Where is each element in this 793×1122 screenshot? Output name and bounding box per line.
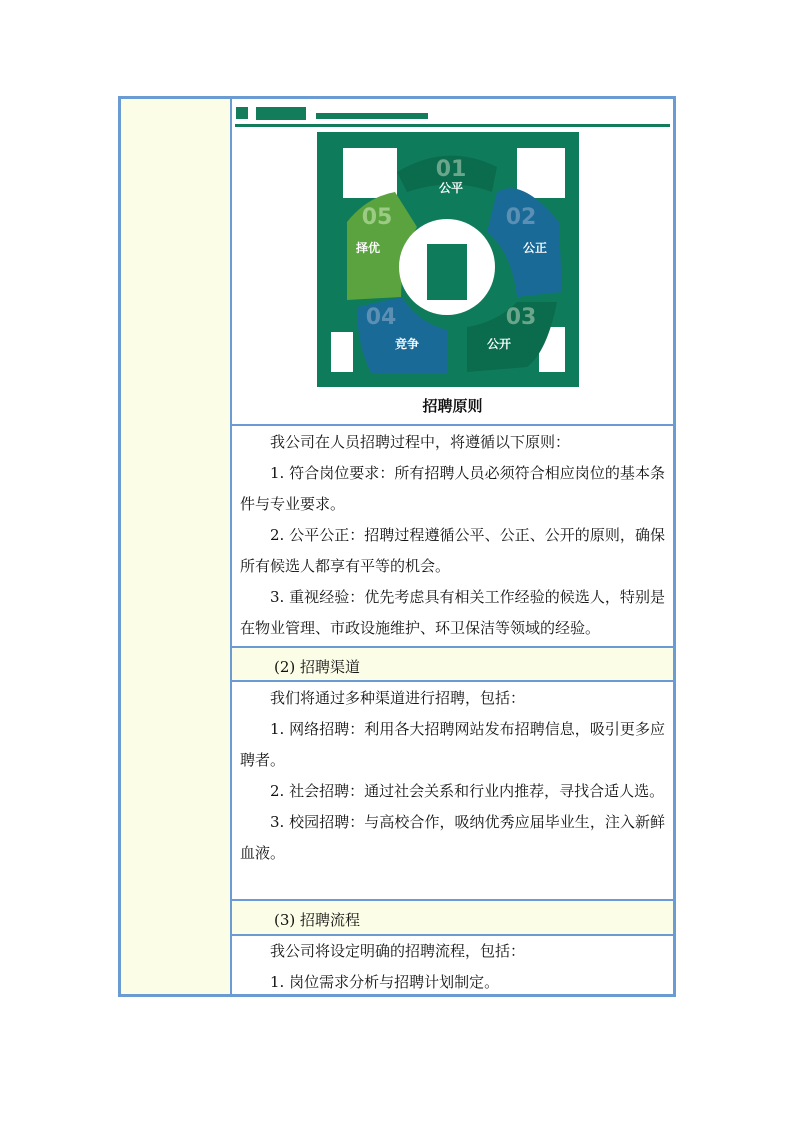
channels-row	[232, 682, 673, 901]
diagram-corner-bl	[331, 332, 353, 372]
segment-4-number: 04	[365, 305, 397, 330]
figure-caption: 招聘原则	[422, 397, 483, 415]
channels-item: 3. 校园招聘：与高校合作，吸纳优秀应届毕业生，注入新鲜血液。	[240, 813, 665, 862]
channels-text	[240, 683, 665, 869]
channels-item: 2. 社会招聘：通过社会关系和行业内推荐，寻找合适人选。	[270, 782, 665, 800]
header-rule	[235, 124, 670, 127]
channels-intro: 我们将通过多种渠道进行招聘，包括：	[270, 689, 526, 707]
segment-3-label: 公开	[486, 337, 512, 351]
figure-row	[232, 99, 673, 426]
principles-text	[240, 427, 665, 644]
segment-3-number: 03	[505, 305, 537, 330]
header-decoration-bar	[316, 113, 428, 119]
principles-intro: 我公司在人员招聘过程中，将遵循以下原则：	[270, 433, 571, 451]
segment-4-label: 竞争	[394, 337, 420, 351]
process-intro: 我公司将设定明确的招聘流程，包括：	[270, 942, 526, 960]
right-column	[232, 99, 673, 994]
header-decoration	[256, 107, 306, 120]
diagram-corner-tl	[343, 148, 397, 198]
left-column	[121, 99, 232, 994]
segment-2-number: 02	[505, 205, 537, 230]
diagram-corner-tr	[517, 148, 565, 198]
process-row	[232, 936, 673, 994]
principles-row	[232, 426, 673, 648]
segment-2-label: 公正	[522, 241, 548, 255]
process-header-row	[232, 901, 673, 936]
principles-item: 3. 重视经验：优先考虑具有相关工作经验的候选人，特别是在物业管理、市政设施维护、环卫保洁等领域的经验。	[240, 588, 665, 637]
diagram-center-block	[427, 244, 467, 300]
process-text	[240, 936, 665, 998]
principles-item: 1. 符合岗位要求：所有招聘人员必须符合相应岗位的基本条件与专业要求。	[240, 464, 665, 513]
document-table	[118, 96, 676, 997]
principles-diagram	[317, 132, 579, 387]
channels-title: (2) 招聘渠道	[274, 658, 361, 676]
channels-header-row	[232, 648, 673, 682]
segment-5-number: 05	[361, 205, 393, 230]
segment-1-number: 01	[435, 157, 467, 182]
process-title: (3) 招聘流程	[274, 911, 361, 929]
header-marker-icon	[236, 107, 248, 119]
segment-1-label: 公平	[438, 181, 464, 195]
segment-5-label: 择优	[355, 241, 381, 255]
channels-item: 1. 网络招聘：利用各大招聘网站发布招聘信息，吸引更多应聘者。	[240, 720, 665, 769]
principles-item: 2. 公平公正：招聘过程遵循公平、公正、公开的原则，确保所有候选人都享有平等的机会。	[240, 526, 665, 575]
process-item: 1. 岗位需求分析与招聘计划制定。	[270, 973, 500, 991]
